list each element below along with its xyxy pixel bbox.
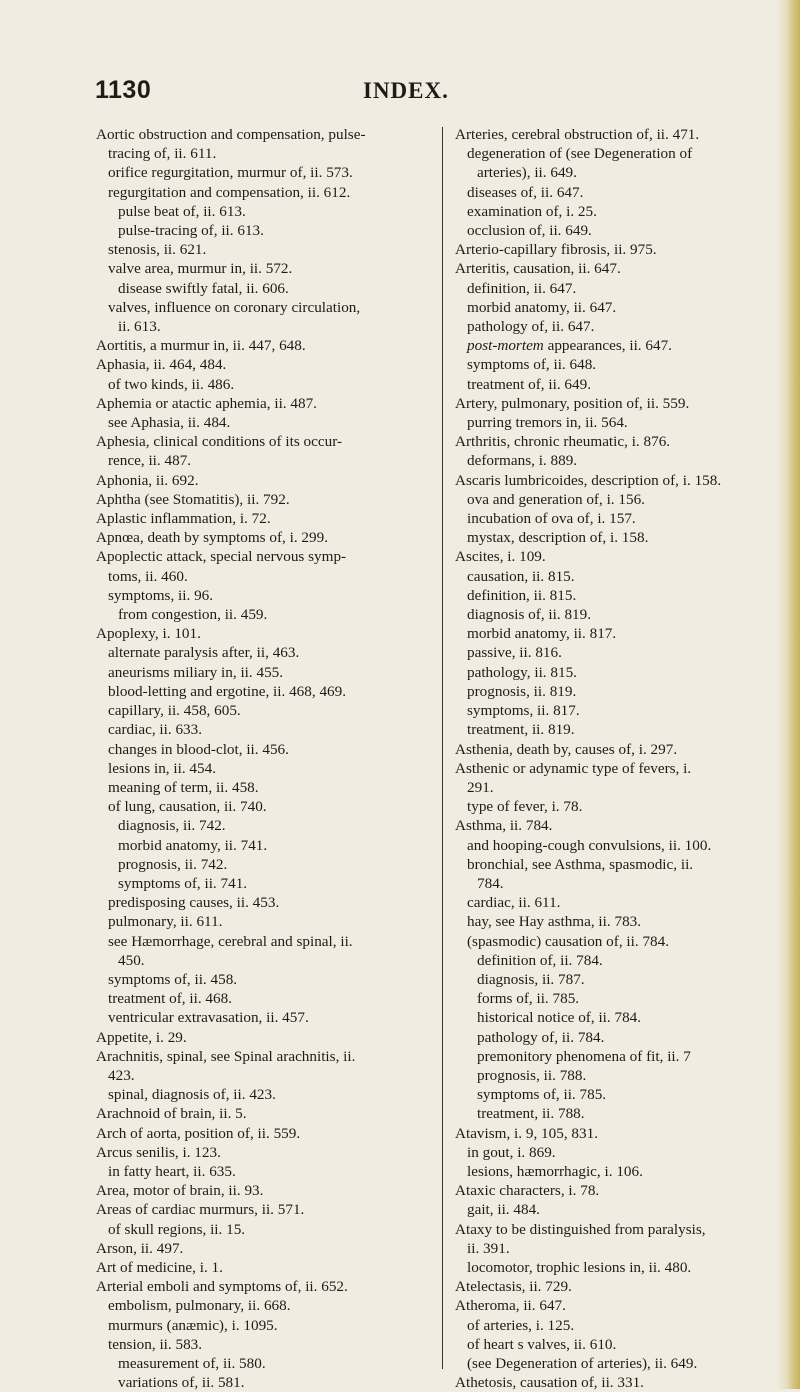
index-entry: tracing of, ii. 611. [108, 145, 217, 163]
index-entry: symptoms, ii. 96. [108, 586, 214, 604]
index-entry: diagnosis of, ii. 819. [467, 606, 592, 624]
page-edge [778, 0, 800, 1389]
index-entry: disease swiftly fatal, ii. 606. [118, 279, 289, 297]
index-entry: Ataxic characters, i. 78. [455, 1182, 600, 1200]
index-entry: toms, ii. 460. [108, 567, 188, 585]
index-entry: tension, ii. 583. [108, 1335, 203, 1353]
index-entry: see Aphasia, ii. 484. [108, 414, 231, 432]
index-entry: Apoplexy, i. 101. [96, 625, 201, 643]
index-entry: morbid anatomy, ii. 647. [467, 298, 617, 316]
index-entry: Arteritis, causation, ii. 647. [455, 260, 621, 278]
index-entry: 291. [467, 778, 494, 796]
index-entry: valve area, murmur in, ii. 572. [108, 260, 293, 278]
index-entry: Artery, pulmonary, position of, ii. 559. [455, 394, 690, 412]
index-entry: morbid anatomy, ii. 817. [467, 625, 617, 643]
index-entry: Arch of aorta, position of, ii. 559. [96, 1124, 301, 1142]
index-entry: symptoms of, ii. 648. [467, 356, 597, 374]
index-entry: Atavism, i. 9, 105, 831. [455, 1124, 599, 1142]
index-entry: Ascites, i. 109. [455, 548, 546, 566]
index-entry: historical notice of, ii. 784. [477, 1009, 642, 1027]
index-entry: Aphemia or atactic aphemia, ii. 487. [96, 394, 317, 412]
index-entry: diagnosis, ii. 787. [477, 970, 585, 988]
index-entry: valves, influence on coronary circulation, [108, 298, 361, 316]
index-entry: post-mortem appearances, ii. 647. [467, 337, 672, 355]
index-entry: prognosis, ii. 788. [477, 1066, 587, 1084]
index-entry: ii. 391. [467, 1239, 510, 1257]
index-entry: cardiac, ii. 611. [467, 894, 561, 912]
index-entry: from congestion, ii. 459. [118, 606, 268, 624]
index-entry: Aortic obstruction and compensation, pulse- [96, 126, 366, 143]
index-entry: Aplastic inflammation, i. 72. [96, 510, 271, 528]
index-entry: murmurs (anæmic), i. 1095. [108, 1316, 278, 1334]
index-entry: embolism, pulmonary, ii. 668. [108, 1297, 291, 1315]
index-entry: ii. 613. [118, 318, 161, 336]
index-entry: purring tremors in, ii. 564. [467, 414, 628, 432]
running-head: INDEX. [363, 78, 449, 103]
index-entry: see Hæmorrhage, cerebral and spinal, ii. [108, 932, 353, 950]
index-entry: Asthenia, death by, causes of, i. 297. [455, 740, 678, 758]
index-entry: Area, motor of brain, ii. 93. [96, 1182, 264, 1200]
index-entry: Arthritis, chronic rheumatic, i. 876. [455, 433, 671, 451]
index-entry: blood-letting and ergotine, ii. 468, 469. [108, 682, 347, 700]
index-entry: mystax, description of, i. 158. [467, 529, 649, 547]
index-entry: in gout, i. 869. [467, 1143, 556, 1161]
index-entry: 423. [108, 1066, 135, 1084]
index-entry: and hooping-cough convulsions, ii. 100. [467, 836, 712, 854]
index-entry: examination of, i. 25. [467, 202, 597, 220]
index-entry: diagnosis, ii. 742. [118, 817, 226, 835]
index-entry: changes in blood-clot, ii. 456. [108, 740, 289, 758]
index-entry: Asthenic or adynamic type of fevers, i. [455, 759, 692, 777]
index-entry: lesions, hæmorrhagic, i. 106. [467, 1162, 643, 1180]
index-entry: premonitory phenomena of fit, ii. 7 [477, 1047, 691, 1065]
index-entry: type of fever, i. 78. [467, 798, 583, 816]
index-entry: Areas of cardiac murmurs, ii. 571. [96, 1201, 305, 1219]
index-entry: Asthma, ii. 784. [455, 817, 553, 835]
index-column-left [96, 125, 394, 1392]
index-entry: symptoms of, ii. 785. [477, 1086, 607, 1104]
index-entry: gait, ii. 484. [467, 1201, 540, 1219]
index-entry: Apnœa, death by symptoms of, i. 299. [96, 529, 329, 547]
index-entry: deformans, i. 889. [467, 452, 578, 470]
index-entry: predisposing causes, ii. 453. [108, 894, 280, 912]
index-entry: causation, ii. 815. [467, 567, 575, 585]
index-entry: Aortitis, a murmur in, ii. 447, 648. [96, 337, 306, 355]
index-entry: of lung, causation, ii. 740. [108, 798, 267, 816]
index-entry: Atheroma, ii. 647. [455, 1297, 566, 1315]
index-entry: pathology of, ii. 647. [467, 318, 595, 336]
index-entry: pulse-tracing of, ii. 613. [118, 222, 264, 240]
index-entry: Ascaris lumbricoides, description of, i. 158. [455, 471, 722, 489]
index-entry: Atelectasis, ii. 729. [455, 1278, 572, 1296]
index-entry: spinal, diagnosis of, ii. 423. [108, 1086, 276, 1104]
index-entry: orifice regurgitation, murmur of, ii. 573. [108, 164, 353, 182]
index-entry: bronchial, see Asthma, spasmodic, ii. [467, 855, 694, 873]
index-entry: Athetosis, causation of, ii. 331. [455, 1374, 644, 1392]
index-entry: rence, ii. 487. [108, 452, 192, 470]
index-entry: of two kinds, ii. 486. [108, 375, 235, 393]
index-entry: pathology of, ii. 784. [477, 1028, 605, 1046]
index-entry: Arterial emboli and symptoms of, ii. 652. [96, 1278, 348, 1296]
index-entry: cardiac, ii. 633. [108, 721, 203, 739]
index-entry: alternate paralysis after, ii, 463. [108, 644, 300, 662]
index-entry: prognosis, ii. 819. [467, 682, 577, 700]
index-entry: Appetite, i. 29. [96, 1028, 187, 1046]
column-divider [442, 127, 443, 1369]
index-entry: Arteries, cerebral obstruction of, ii. 471. [455, 126, 700, 143]
index-entry: (spasmodic) causation of, ii. 784. [467, 932, 670, 950]
index-entry: treatment of, ii. 649. [467, 375, 591, 393]
index-entry: stenosis, ii. 621. [108, 241, 207, 259]
index-entry: symptoms of, ii. 741. [118, 874, 248, 892]
index-entry: diseases of, ii. 647. [467, 183, 584, 201]
index-entry: degeneration of (see Degeneration of [467, 145, 693, 163]
index-entry: ova and generation of, i. 156. [467, 490, 645, 508]
index-entry: capillary, ii. 458, 605. [108, 702, 241, 720]
index-entry: Aphesia, clinical conditions of its occur- [96, 433, 343, 451]
index-entry: Apoplectic attack, special nervous symp- [96, 548, 347, 566]
index-entry: in fatty heart, ii. 635. [108, 1162, 236, 1180]
index-entry: hay, see Hay asthma, ii. 783. [467, 913, 642, 931]
index-entry: treatment, ii. 819. [467, 721, 575, 739]
index-column-right [455, 125, 753, 1392]
index-entry: pulmonary, ii. 611. [108, 913, 223, 931]
index-entry: definition, ii. 815. [467, 586, 577, 604]
index-entry: regurgitation and compensation, ii. 612. [108, 183, 351, 201]
page-number: 1130 [95, 76, 152, 104]
index-entry: incubation of ova of, i. 157. [467, 510, 636, 528]
index-entry: Aphonia, ii. 692. [96, 471, 199, 489]
index-entry: Arterio-capillary fibrosis, ii. 975. [455, 241, 657, 259]
index-entry: treatment, ii. 788. [477, 1105, 585, 1123]
index-entry: Aphasia, ii. 464, 484. [96, 356, 227, 374]
index-entry: Arachnitis, spinal, see Spinal arachnitis, ii. [96, 1047, 356, 1065]
index-entry: (see Degeneration of arteries), ii. 649. [467, 1355, 698, 1372]
index-entry: of arteries, i. 125. [467, 1316, 575, 1334]
index-entry: Arachnoid of brain, ii. 5. [96, 1105, 247, 1123]
index-entry: occlusion of, ii. 649. [467, 222, 592, 240]
index-entry: pulse beat of, ii. 613. [118, 202, 246, 220]
index-entry: symptoms of, ii. 458. [108, 970, 238, 988]
index-entry: passive, ii. 816. [467, 644, 562, 662]
index-entry: pathology, ii. 815. [467, 663, 577, 681]
index-entry: meaning of term, ii. 458. [108, 778, 259, 796]
index-entry: forms of, ii. 785. [477, 990, 580, 1008]
index-entry: symptoms, ii. 817. [467, 702, 580, 720]
index-entry: morbid anatomy, ii. 741. [118, 836, 268, 854]
index-entry: aneurisms miliary in, ii. 455. [108, 663, 284, 681]
index-entry: Ataxy to be distinguished from paralysis, [455, 1220, 706, 1238]
page-header [95, 76, 715, 108]
index-entry: Arson, ii. 497. [96, 1239, 184, 1257]
index-entry: 450. [118, 951, 145, 969]
index-entry: of heart s valves, ii. 610. [467, 1335, 617, 1353]
index-entry: of skull regions, ii. 15. [108, 1220, 246, 1238]
index-entry: locomotor, trophic lesions in, ii. 480. [467, 1258, 692, 1276]
index-entry: definition of, ii. 784. [477, 951, 603, 969]
index-entry: Art of medicine, i. 1. [96, 1258, 223, 1276]
index-entry: lesions in, ii. 454. [108, 759, 217, 777]
index-entry: 784. [477, 874, 504, 892]
index-entry: prognosis, ii. 742. [118, 855, 228, 873]
index-entry: Aphtha (see Stomatitis), ii. 792. [96, 490, 290, 508]
index-entry: variations of, ii. 581. [118, 1374, 245, 1392]
index-entry: definition, ii. 647. [467, 279, 577, 297]
index-entry: ventricular extravasation, ii. 457. [108, 1009, 309, 1027]
index-entry: Arcus senilis, i. 123. [96, 1143, 221, 1161]
index-entry: treatment of, ii. 468. [108, 990, 232, 1008]
index-entry: arteries), ii. 649. [477, 164, 577, 182]
index-entry: measurement of, ii. 580. [118, 1355, 266, 1372]
